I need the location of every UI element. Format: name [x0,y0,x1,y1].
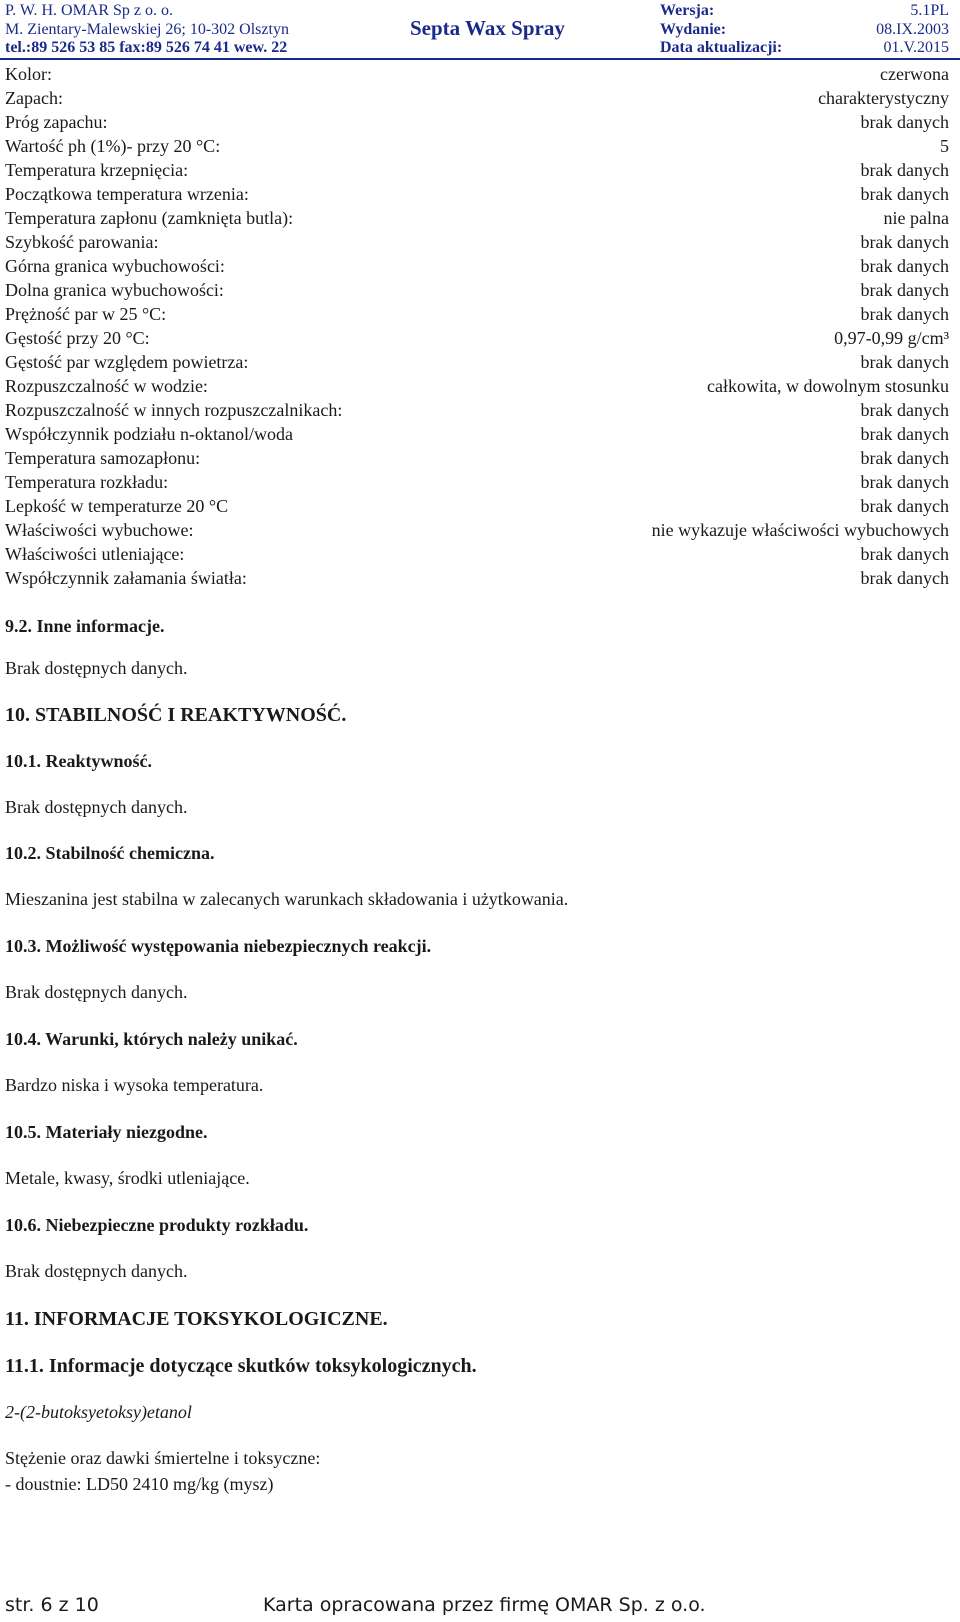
section-10-4-text: Bardzo niska i wysoka temperatura. [5,1075,264,1095]
property-value: brak danych [860,232,949,252]
property-row [5,422,949,446]
property-label: Wartość ph (1%)- przy 20 °C: [5,136,221,156]
section-11-1-title: 11.1. Informacje dotyczące skutków toksykologicznych. [5,1355,477,1377]
property-value: nie palna [883,208,949,228]
section-10-5-title: 10.5. Materiały niezgodne. [5,1122,208,1142]
property-row [5,230,949,254]
update-label: Data aktualizacji: [660,39,783,56]
section-10-1-text: Brak dostępnych danych. [5,797,188,817]
property-label: Temperatura rozkładu: [5,472,169,492]
property-value: brak danych [860,256,949,276]
dose-label: Stężenie oraz dawki śmiertelne i toksyczne: [5,1448,321,1468]
property-label: Współczynnik podziału n-oktanol/woda [5,424,293,444]
document-header [0,0,960,58]
property-row [5,350,949,374]
company-name: P. W. H. OMAR Sp z o. o. [5,2,174,19]
property-label: Rozpuszczalność w innych rozpuszczalnikach: [5,400,343,420]
property-value: brak danych [860,184,949,204]
property-label: Górna granica wybuchowości: [5,256,225,276]
product-title: Septa Wax Spray [410,16,565,40]
version-value: 5.1PL [910,2,949,19]
company-address: M. Zientary-Malewskiej 26; 10-302 Olsztyn [5,21,289,38]
property-row [5,302,949,326]
property-row [5,470,949,494]
property-row [5,374,949,398]
property-label: Próg zapachu: [5,112,108,132]
section-10-3-text: Brak dostępnych danych. [5,982,188,1002]
property-label: Początkowa temperatura wrzenia: [5,184,249,204]
issue-label: Wydanie: [660,21,727,38]
property-row [5,110,949,134]
property-label: Lepkość w temperaturze 20 °C [5,496,229,516]
property-row [5,326,949,350]
property-label: Temperatura krzepnięcia: [5,160,189,180]
section-9-2-text: Brak dostępnych danych. [5,658,188,678]
section-10-title: 10. STABILNOŚĆ I REAKTYWNOŚĆ. [5,704,347,726]
property-value: brak danych [860,112,949,132]
page-number: str. 6 z 10 [5,1594,99,1616]
property-label: Prężność par w 25 °C: [5,304,167,324]
property-label: Kolor: [5,64,52,84]
property-row [5,134,949,158]
section-10-4-title: 10.4. Warunki, których należy unikać. [5,1029,298,1049]
section-10-6-text: Brak dostępnych danych. [5,1261,188,1281]
property-value: brak danych [860,160,949,180]
header-divider [0,58,960,60]
property-label: Temperatura samozapłonu: [5,448,201,468]
property-value: brak danych [860,472,949,492]
property-value: brak danych [860,280,949,300]
property-row [5,494,949,518]
company-phone: tel.:89 526 53 85 fax:89 526 74 41 wew. 22 [5,39,288,56]
property-value: całkowita, w dowolnym stosunku [707,376,949,396]
property-row [5,566,949,590]
property-label: Szybkość parowania: [5,232,159,252]
property-label: Gęstość par względem powietrza: [5,352,249,372]
section-11-title: 11. INFORMACJE TOKSYKOLOGICZNE. [5,1308,388,1330]
property-row [5,254,949,278]
document-body [5,614,949,1496]
dose-oral: - doustnie: LD50 2410 mg/kg (mysz) [5,1474,274,1494]
property-value: 5 [940,136,949,156]
substance-name: 2-(2-butoksyetoksy)etanol [5,1402,192,1422]
physical-properties-table [5,62,949,590]
property-row [5,278,949,302]
property-label: Gęstość przy 20 °C: [5,328,150,348]
property-label: Współczynnik załamania światła: [5,568,247,588]
property-label: Zapach: [5,88,63,108]
prepared-by: Karta opracowana przez firmę OMAR Sp. z o.o. [263,1594,706,1616]
property-row [5,542,949,566]
property-row [5,446,949,470]
section-10-5-text: Metale, kwasy, środki utleniające. [5,1168,250,1188]
property-value: brak danych [860,400,949,420]
property-value: czerwona [880,64,949,84]
property-label: Właściwości wybuchowe: [5,520,194,540]
section-10-3-title: 10.3. Możliwość występowania niebezpiecznych reakcji. [5,936,432,956]
property-row [5,206,949,230]
property-row [5,182,949,206]
section-10-6-title: 10.6. Niebezpieczne produkty rozkładu. [5,1215,309,1235]
property-label: Dolna granica wybuchowości: [5,280,224,300]
property-value: 0,97-0,99 g/cm³ [834,328,949,348]
property-label: Temperatura zapłonu (zamknięta butla): [5,208,294,228]
property-value: brak danych [860,304,949,324]
update-value: 01.V.2015 [883,39,949,56]
property-value: brak danych [860,424,949,444]
property-value: brak danych [860,568,949,588]
property-value: charakterystyczny [818,88,949,108]
property-label: Właściwości utleniające: [5,544,185,564]
section-10-2-title: 10.2. Stabilność chemiczna. [5,843,215,863]
property-row [5,86,949,110]
property-label: Rozpuszczalność w wodzie: [5,376,208,396]
page-footer [5,1594,949,1620]
section-9-2-title: 9.2. Inne informacje. [5,616,165,636]
property-row [5,398,949,422]
section-10-2-text: Mieszanina jest stabilna w zalecanych warunkach składowania i użytkowania. [5,889,569,909]
version-label: Wersja: [660,2,715,19]
property-value: brak danych [860,544,949,564]
issue-value: 08.IX.2003 [876,21,949,38]
property-value: nie wykazuje właściwości wybuchowych [651,520,949,540]
property-value: brak danych [860,496,949,516]
property-row [5,158,949,182]
section-10-1-title: 10.1. Reaktywność. [5,751,152,771]
property-value: brak danych [860,448,949,468]
property-row [5,62,949,86]
property-row [5,518,949,542]
property-value: brak danych [860,352,949,372]
